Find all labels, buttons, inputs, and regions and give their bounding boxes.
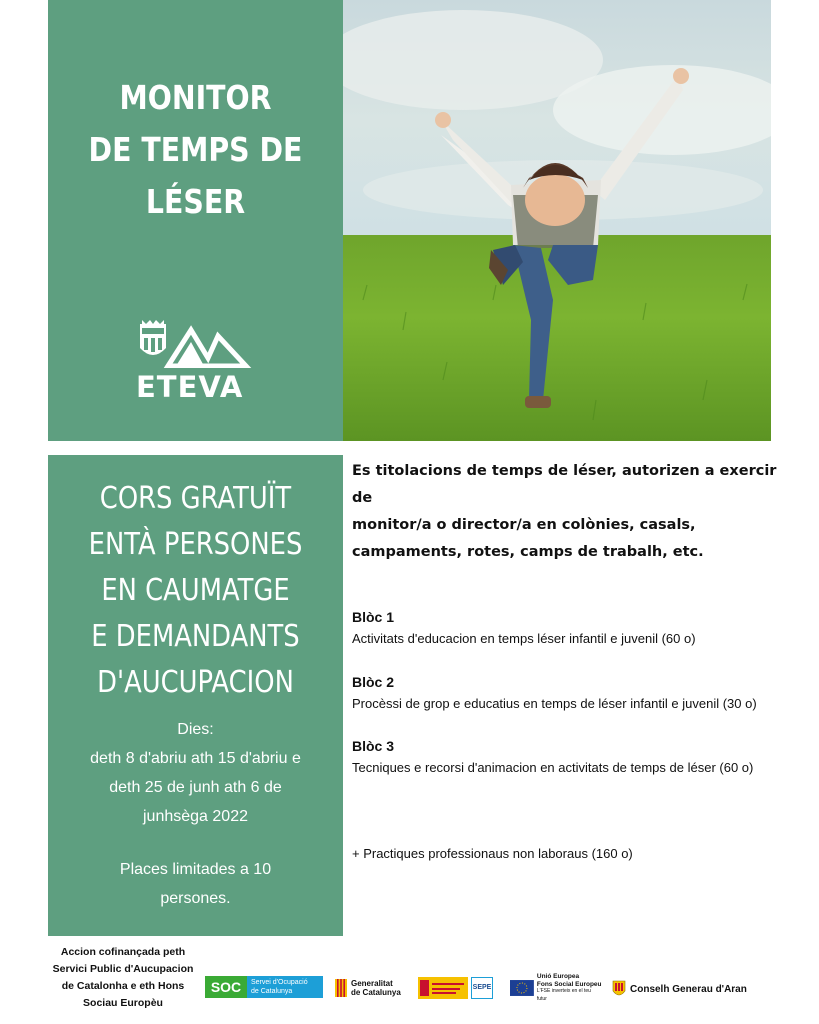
course-title-line: EN CAUMATGE (101, 573, 290, 608)
bloc-2 (352, 674, 812, 711)
ministry-sepe-logo (418, 976, 494, 1000)
eu-line: L'FSE inverteix en el teu futur (536, 988, 591, 1002)
dates-line: deth 8 d'abriu ath 15 d'abriu e (90, 750, 301, 767)
bloc-description: Tecniques e recorsi d'animacion en activitats de temps de léser (60 o) (352, 760, 754, 775)
soc-name-line: Servei d'Ocupació (251, 979, 308, 986)
bloc-title: Blòc 2 (352, 674, 395, 690)
bloc-description: Activitats d'educacion en temps léser infantil e juvenil (60 o) (352, 631, 696, 646)
bloc-1 (352, 609, 812, 646)
places-line: persones. (160, 890, 231, 907)
eu-text (537, 973, 602, 1003)
places-line: Places limitades a 10 (119, 861, 272, 878)
eteva-logo (136, 318, 256, 404)
conselh-generau-logo (612, 977, 762, 1001)
course-dates (48, 715, 343, 831)
mountain-shield-icon (136, 318, 256, 368)
poster-title-line: LÉSER (145, 182, 246, 221)
eteva-logo-text: ETEVA (136, 370, 244, 404)
dates-line: Dies: (177, 721, 214, 738)
poster-title-line: MONITOR (119, 78, 272, 117)
dates-line: deth 25 de junh ath 6 de (109, 779, 282, 796)
practiques-text: + Practiques professionaus non laboraus (160 o) (352, 846, 633, 861)
child-photo-illustration (343, 0, 771, 441)
cofin-line: de Catalonha e eth Hons (61, 980, 185, 992)
sepe-mark: SEPE (471, 977, 493, 999)
course-title-line: ENTÀ PERSONES (88, 527, 303, 562)
soc-name-line: de Catalunya (251, 988, 293, 995)
generalitat-line: Generalitat (351, 979, 393, 988)
intro-line: monitor/a o director/a en colònies, casals, (352, 517, 696, 533)
bloc-description: Procèssi de grop e educatius en temps de léser infantil e juvenil (30 o) (352, 696, 757, 711)
course-title-line: E DEMANDANTS (91, 619, 300, 654)
course-places (48, 855, 343, 913)
eu-flag-icon (510, 980, 534, 996)
generalitat-logo (335, 976, 410, 1000)
spain-government-icon (418, 977, 468, 999)
bloc-title: Blòc 1 (352, 609, 395, 625)
bloc-title: Blòc 3 (352, 738, 395, 754)
cofin-line: Servici Public d'Aucupacion (52, 963, 194, 975)
generalitat-name (351, 979, 401, 997)
eu-line: Fons Social Europeu (536, 980, 602, 988)
course-title (69, 476, 323, 706)
eu-fse-logo (510, 973, 602, 1002)
poster-title-line: DE TEMPS DE (88, 130, 303, 169)
catalan-flag-icon (335, 979, 347, 997)
child-playing-photo (343, 0, 771, 441)
poster-title (69, 72, 323, 228)
eu-line: Unió Europea (536, 973, 580, 980)
dates-line: junhsèga 2022 (143, 808, 248, 825)
cofinancing-note (48, 944, 198, 1012)
generalitat-line: de Catalunya (351, 988, 401, 997)
course-title-line: CORS GRATUÏT (99, 481, 292, 516)
intro-line: Es titolacions de temps de léser, autorizen a exercir de (352, 463, 777, 506)
soc-abbr: SOC (205, 976, 247, 998)
bloc-3 (352, 738, 812, 775)
aran-shield-icon (612, 979, 626, 999)
course-title-line: D'AUCUPACION (97, 665, 294, 700)
cofin-line: Sociau Europèu (83, 997, 163, 1009)
intro-line: campaments, rotes, camps de trabalh, etc. (352, 544, 704, 560)
intro-text (352, 458, 792, 566)
cofin-line: Accion cofinançada peth (60, 946, 186, 958)
conselh-name: Conselh Generau d'Aran (630, 983, 747, 995)
title-panel (48, 0, 343, 441)
soc-logo (205, 976, 323, 998)
soc-name (247, 976, 323, 998)
